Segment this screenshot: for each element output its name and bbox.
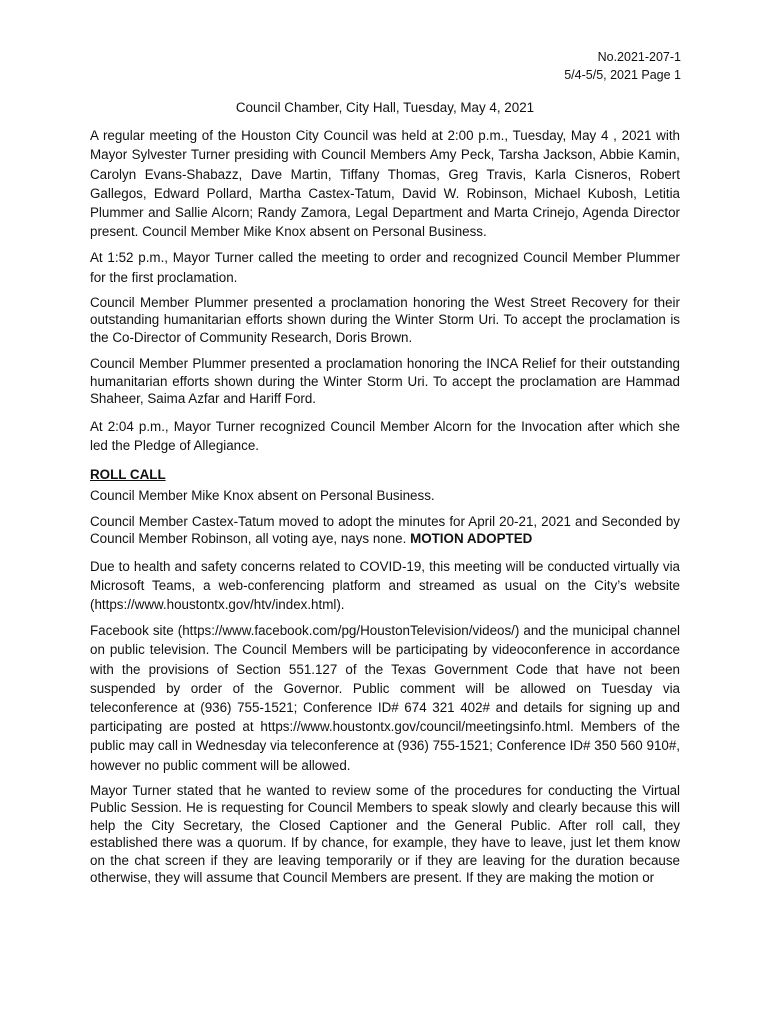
paragraph-roll-call: Council Member Mike Knox absent on Personal Business. [90,488,435,504]
document-body [90,98,680,896]
document-reference [564,48,681,84]
paragraph-invocation: At 2:04 p.m., Mayor Turner recognized Council Member Alcorn for the Invocation after which she led the Pledge of Allegiance. [90,418,680,454]
document-number: No.2021-207-1 [597,50,681,64]
paragraph-minutes-motion [90,513,680,548]
minutes-motion-text: Council Member Castex-Tatum moved to adopt the minutes for April 20-21, 2021 and Seconded by Council Member Robinson, all voting aye, nays none. [90,513,680,547]
document-date-page: 5/4-5/5, 2021 Page 1 [564,68,681,82]
paragraph-proclamation-west-street: Council Member Plummer presented a proclamation honoring the West Street Recovery for their outstanding humanitarian efforts shown during the Winter Storm Uri. To accept the proclamation is the Co-Director of Community Research, Doris Brown. [90,294,680,345]
paragraph-proclamation-inca: Council Member Plummer presented a proclamation honoring the INCA Relief for their outstanding humanitarian efforts shown during the Winter Storm Uri. To accept the proclamation are Hammad Shaheer, Saima Azfar and Hariff Ford. [90,356,680,407]
paragraph-public-comment: Facebook site (https://www.facebook.com/pg/HoustonTelevision/videos/) and the municipal channel on public television. The Council Members will be participating by videoconference in accordance with the provisions of Section 551.127 of the Texas Government Code that have not been suspended by order of the Governor. Public comment will be allowed on Tuesday via teleconference at (936) 755-1521; Conference ID# 674 321 402# and details for signing up and participating are posted at https://www.houstontx.gov/council/meetingsinfo.html. Members of the public may call in Wednesday via teleconference at (936) 755-1521; Conference ID# 350 560 910#, however no public comment will be allowed. [90,623,680,773]
paragraph-covid-notice: Due to health and safety concerns related to COVID-19, this meeting will be conducted virtually via Microsoft Teams, a web-conferencing platform and streamed as usual on the City’s website (https://www.houstontx.gov/htv/index.html). [90,558,680,613]
paragraph-call-to-order: At 1:52 p.m., Mayor Turner called the meeting to order and recognized Council Member Plummer for the first proclamation. [90,250,680,285]
paragraph-virtual-procedures: Mayor Turner stated that he wanted to review some of the procedures for conducting the Virtual Public Session. He is requesting for Council Members to speak slowly and clearly because this will help the City Secretary, the Closed Captioner and the General Public. After roll call, they established there was a quorum. If by chance, for example, they have to leave, just let them know on the chat screen if they are leaving temporarily or if they are leaving for the duration because otherwise, they will assume that Council Members are present. If they are making the motion or [90,782,680,886]
document-title: Council Chamber, City Hall, Tuesday, May 4, 2021 [235,100,535,115]
roll-call-heading: ROLL CALL [90,467,166,483]
motion-adopted-label: MOTION ADOPTED [410,531,533,547]
paragraph-attendance: A regular meeting of the Houston City Council was held at 2:00 p.m., Tuesday, May 4 , 2021 with Mayor Sylvester Turner presiding with Council Members Amy Peck, Tarsha Jackson, Abbie Kamin, Carolyn Evans-Shabazz, Dave Martin, Tiffany Thomas, Greg Travis, Karla Cisneros, Robert Gallegos, Edward Pollard, Martha Castex-Tatum, David W. Robinson, Michael Kubosh, Letitia Plummer and Sallie Alcorn; Randy Zamora, Legal Department and Marta Crinejo, Agenda Director present. Council Member Mike Knox absent on Personal Business. [90,128,680,240]
